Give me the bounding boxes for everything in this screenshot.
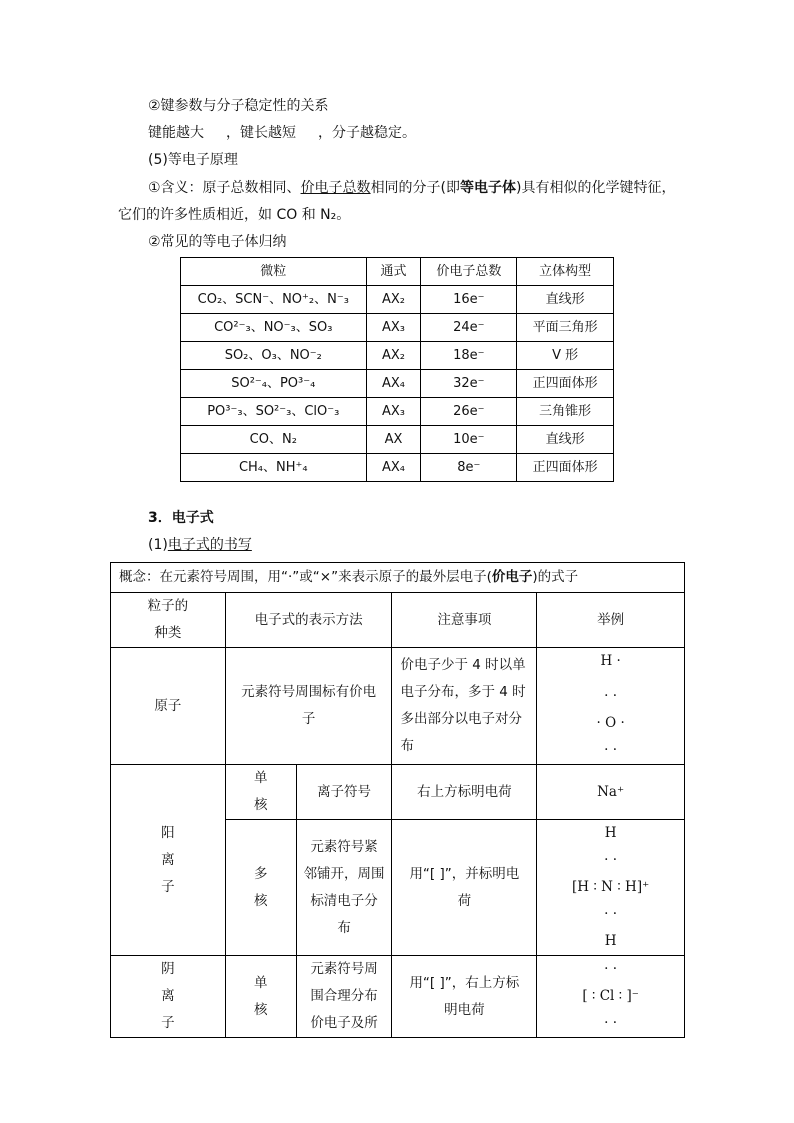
valence-cell: 8e⁻ bbox=[421, 454, 517, 482]
cation-type-b: 离 bbox=[161, 851, 175, 868]
electron-formula-table bbox=[110, 562, 685, 1038]
geometry-cell: 直线形 bbox=[517, 426, 614, 454]
na-ion-example: Na⁺ bbox=[537, 765, 685, 820]
header-type-line-a: 粒子的 bbox=[147, 598, 189, 614]
cation-single-note: 右上方标明电荷 bbox=[392, 765, 537, 820]
subsection-title: 电子式的书写 bbox=[167, 537, 252, 553]
bond-energy-text: 键能越大 bbox=[148, 125, 204, 141]
concept-valence-term: 价电子 bbox=[491, 569, 533, 585]
cation-multi-cell bbox=[225, 820, 296, 956]
cation-multi-method-a: 元素符号紧 bbox=[310, 838, 378, 855]
atom-method-a: 元素符号周围标有价电 bbox=[241, 684, 377, 700]
anion-type-c: 子 bbox=[161, 1015, 175, 1031]
concept-text-a: 概念：在元素符号周围，用“·”或“×”来表示原子的最外层电子( bbox=[119, 569, 492, 585]
cation-multi-a: 多 bbox=[253, 865, 268, 882]
cation-multi-method-d: 布 bbox=[337, 919, 351, 936]
nh4-example-cell bbox=[537, 820, 685, 956]
nh4-top-h: H bbox=[604, 825, 617, 841]
meaning-line-2: 它们的许多性质相近，如 CO 和 N₂。 bbox=[118, 207, 351, 223]
valence-total-text: 价电子总数 bbox=[300, 180, 371, 196]
header-cell: 价电子总数 bbox=[421, 258, 517, 286]
formula-cell: AX₂ bbox=[366, 286, 421, 314]
particles-cell: CH₄、NH⁺₄ bbox=[181, 454, 367, 482]
bond-stability-line bbox=[148, 123, 416, 143]
cation-single-cell bbox=[225, 765, 296, 820]
valence-cell: 18e⁻ bbox=[421, 342, 517, 370]
atom-method-b: 子 bbox=[301, 711, 316, 727]
particles-cell: CO、N₂ bbox=[181, 426, 367, 454]
cl-ion-example-cell bbox=[537, 956, 685, 1038]
table-row bbox=[181, 426, 614, 454]
valence-cell: 32e⁻ bbox=[421, 370, 517, 398]
valence-cell: 26e⁻ bbox=[421, 398, 517, 426]
geometry-cell: 正四面体形 bbox=[517, 370, 614, 398]
concept-text-c: )的式子 bbox=[532, 569, 579, 585]
anion-method-cell bbox=[296, 956, 392, 1038]
table-row bbox=[181, 342, 614, 370]
atom-example-cell bbox=[537, 648, 685, 765]
cation-single-row bbox=[111, 765, 685, 820]
geometry-cell: 正四面体形 bbox=[517, 454, 614, 482]
cl-bottom-dots: · · bbox=[604, 1015, 618, 1031]
anion-type-b: 离 bbox=[161, 988, 175, 1004]
table-row bbox=[181, 454, 614, 482]
table-row bbox=[181, 314, 614, 342]
nh4-formula: [H ∶ N ∶ H]⁺ bbox=[572, 879, 650, 895]
cation-multi-method-b: 邻铺开，周围 bbox=[303, 865, 385, 882]
common-iso-heading: ②常见的等电子体归纳 bbox=[148, 234, 287, 250]
header-type bbox=[111, 593, 226, 648]
anion-note-a: 用“[ ]”，右上方标 bbox=[409, 974, 520, 991]
anion-type-a: 阴 bbox=[161, 961, 175, 977]
meaning-line bbox=[148, 178, 676, 198]
geometry-cell: V 形 bbox=[517, 342, 614, 370]
meaning-text-c: 相同的分子(即 bbox=[370, 180, 461, 196]
cation-multi-note bbox=[392, 820, 537, 956]
cl-ion-formula: [ ∶ Cl ∶ ]⁻ bbox=[582, 988, 639, 1004]
cation-single-method: 离子符号 bbox=[296, 765, 392, 820]
nh4-bottom-h: H bbox=[604, 933, 617, 949]
cation-single-b: 核 bbox=[253, 797, 268, 813]
atom-row bbox=[111, 648, 685, 765]
bond-param-heading: ②键参数与分子稳定性的关系 bbox=[148, 98, 329, 114]
meaning-text-e: )具有相似的化学键特征， bbox=[516, 180, 676, 196]
anion-note-b: 明电荷 bbox=[444, 1001, 485, 1018]
o-electron-formula: · O · bbox=[596, 715, 625, 731]
table-row bbox=[181, 398, 614, 426]
particles-cell: PO³⁻₃、SO²⁻₃、ClO⁻₃ bbox=[181, 398, 367, 426]
particles-cell: SO₂、O₃、NO⁻₂ bbox=[181, 342, 367, 370]
anion-type-cell bbox=[111, 956, 226, 1038]
isoelectronic-heading: (5)等电子原理 bbox=[148, 152, 238, 168]
anion-single-b: 核 bbox=[253, 1001, 268, 1018]
atom-note-b: 电子分布，多于 4 时 bbox=[400, 684, 526, 700]
header-type-line-b: 种类 bbox=[154, 625, 182, 641]
anion-method-c: 价电子及所 bbox=[310, 1015, 378, 1031]
isoelectronic-table bbox=[180, 257, 614, 482]
cation-type-a: 阳 bbox=[161, 824, 175, 841]
valence-cell: 10e⁻ bbox=[421, 426, 517, 454]
header-cell: 微粒 bbox=[181, 258, 367, 286]
anion-single-cell bbox=[225, 956, 296, 1038]
anion-note-cell bbox=[392, 956, 537, 1038]
particles-cell: SO²⁻₄、PO³⁻₄ bbox=[181, 370, 367, 398]
cation-type-c: 子 bbox=[161, 878, 175, 895]
h-electron-formula: H · bbox=[600, 653, 621, 669]
valence-cell: 24e⁻ bbox=[421, 314, 517, 342]
concept-cell bbox=[111, 563, 685, 593]
cation-multi-method-c: 标清电子分 bbox=[310, 892, 378, 909]
cation-single-a: 单 bbox=[253, 770, 268, 786]
section-3-heading: 3．电子式 bbox=[148, 510, 214, 526]
atom-type-cell: 原子 bbox=[111, 648, 226, 765]
geometry-cell: 平面三角形 bbox=[517, 314, 614, 342]
cl-top-dots: · · bbox=[604, 961, 618, 977]
atom-note-d: 布 bbox=[400, 738, 414, 754]
bond-length-text: ，键长越短 bbox=[226, 125, 296, 141]
table-header-row bbox=[181, 258, 614, 286]
stability-text: ，分子越稳定。 bbox=[318, 125, 416, 141]
nh4-top-dots: · · bbox=[604, 852, 618, 868]
cation-multi-b: 核 bbox=[253, 892, 268, 909]
anion-method-a: 元素符号周 bbox=[310, 961, 378, 977]
atom-note-a: 价电子少于 4 时以单 bbox=[400, 657, 526, 673]
particles-cell: CO²⁻₃、NO⁻₃、SO₃ bbox=[181, 314, 367, 342]
atom-method-cell bbox=[225, 648, 392, 765]
atom-note-cell bbox=[392, 648, 537, 765]
meaning-text-a: ①含义：原子总数相同、 bbox=[148, 180, 301, 196]
cation-multi-note-b: 荷 bbox=[457, 892, 472, 909]
formula-cell: AX₄ bbox=[366, 454, 421, 482]
table-row bbox=[181, 370, 614, 398]
particles-cell: CO₂、SCN⁻、NO⁺₂、N⁻₃ bbox=[181, 286, 367, 314]
concept-row bbox=[111, 563, 685, 593]
o-bottom-dots: · · bbox=[604, 742, 618, 758]
formula-cell: AX bbox=[366, 426, 421, 454]
formula-cell: AX₃ bbox=[366, 398, 421, 426]
geometry-cell: 三角锥形 bbox=[517, 398, 614, 426]
header-cell: 通式 bbox=[366, 258, 421, 286]
cation-multi-note-a: 用“[ ]”，并标明电 bbox=[409, 865, 520, 882]
formula-cell: AX₂ bbox=[366, 342, 421, 370]
anion-single-a: 单 bbox=[253, 974, 268, 991]
subsection-number: (1) bbox=[148, 537, 168, 553]
formula-cell: AX₃ bbox=[366, 314, 421, 342]
isoelectronic-term: 等电子体 bbox=[460, 180, 517, 196]
header-example: 举例 bbox=[537, 593, 685, 648]
valence-cell: 16e⁻ bbox=[421, 286, 517, 314]
anion-row bbox=[111, 956, 685, 1038]
cation-type-cell bbox=[111, 765, 226, 956]
nh4-bottom-dots: · · bbox=[604, 906, 618, 922]
subsection-heading bbox=[148, 535, 252, 555]
table-header-row bbox=[111, 593, 685, 648]
geometry-cell: 直线形 bbox=[517, 286, 614, 314]
o-top-dots: · · bbox=[604, 688, 618, 704]
atom-note-c: 多出部分以电子对分 bbox=[400, 711, 522, 727]
header-method: 电子式的表示方法 bbox=[225, 593, 392, 648]
header-cell: 立体构型 bbox=[517, 258, 614, 286]
cation-multi-method bbox=[296, 820, 392, 956]
anion-method-b: 围合理分布 bbox=[310, 988, 378, 1004]
header-notes: 注意事项 bbox=[392, 593, 537, 648]
formula-cell: AX₄ bbox=[366, 370, 421, 398]
table-row bbox=[181, 286, 614, 314]
